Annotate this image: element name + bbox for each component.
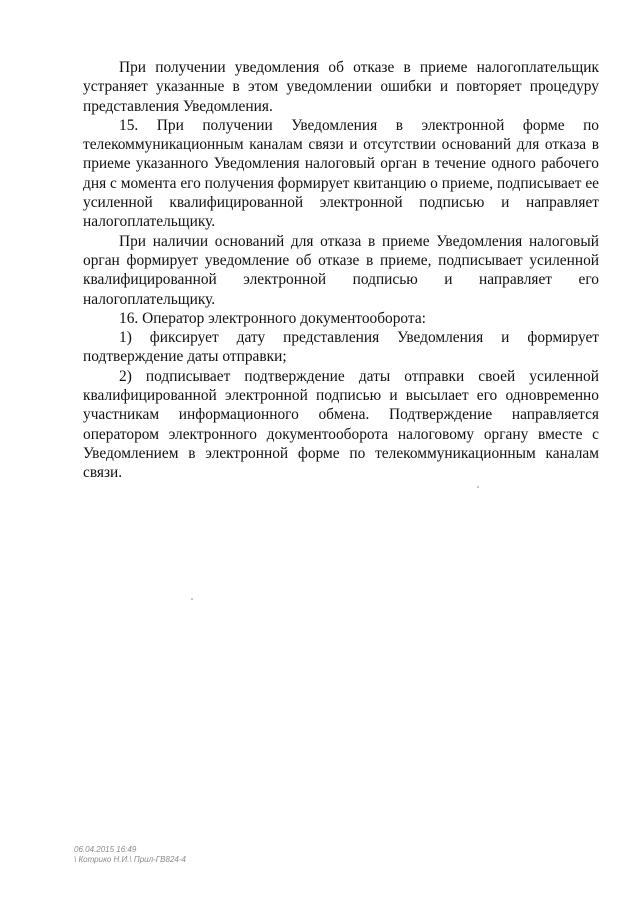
paragraph-rejection-notice: При получении уведомления об отказе в приеме налогоплательщик устраняет указанные в этом уведомлении ошибки и повторяет процедуру представления Уведомления. xyxy=(83,59,599,115)
paragraph-subitem-2: 2) подписывает подтверждение даты отправки своей усиленной квалифицированной электронной подписью и высылает его одновременно участникам информационного обмена. Подтверждение направляется оператором электронного документооборота налоговому органу вместе с Уведомлением в электронной форме по телекоммуникационным каналам связи. xyxy=(83,367,599,482)
scan-speck xyxy=(191,598,193,600)
document-body xyxy=(83,58,599,483)
paragraph-rejection-grounds: При наличии оснований для отказа в приеме Уведомления налоговый орган формирует уведомление об отказе в приеме, подписывает усиленной квалифицированной электронной подписью и направляет его налогоплательщику. xyxy=(83,232,599,308)
paragraph-item-15: 15. При получении Уведомления в электронной форме по телекоммуникационным каналам связи и отсутствии оснований для отказа в приеме указанного Уведомления налоговый орган в течение одного рабочего дня с момента его получения формирует квитанцию о приеме, подписывает ее усиленной квалифицированной электронной подписью и направляет налогоплательщику. xyxy=(83,116,599,231)
page-footer xyxy=(74,845,186,865)
scan-speck xyxy=(477,486,479,488)
footer-reference: \ Котрико Н.И.\ Прил-ГВ824-4 xyxy=(74,855,186,864)
paragraph-subitem-1: 1) фиксирует дату представления Уведомления и формирует подтверждение даты отправки; xyxy=(83,329,599,366)
paragraph-item-16: 16. Оператор электронного документооборота: xyxy=(119,309,426,327)
footer-timestamp: 06.04.2015 16:49 xyxy=(74,845,137,854)
